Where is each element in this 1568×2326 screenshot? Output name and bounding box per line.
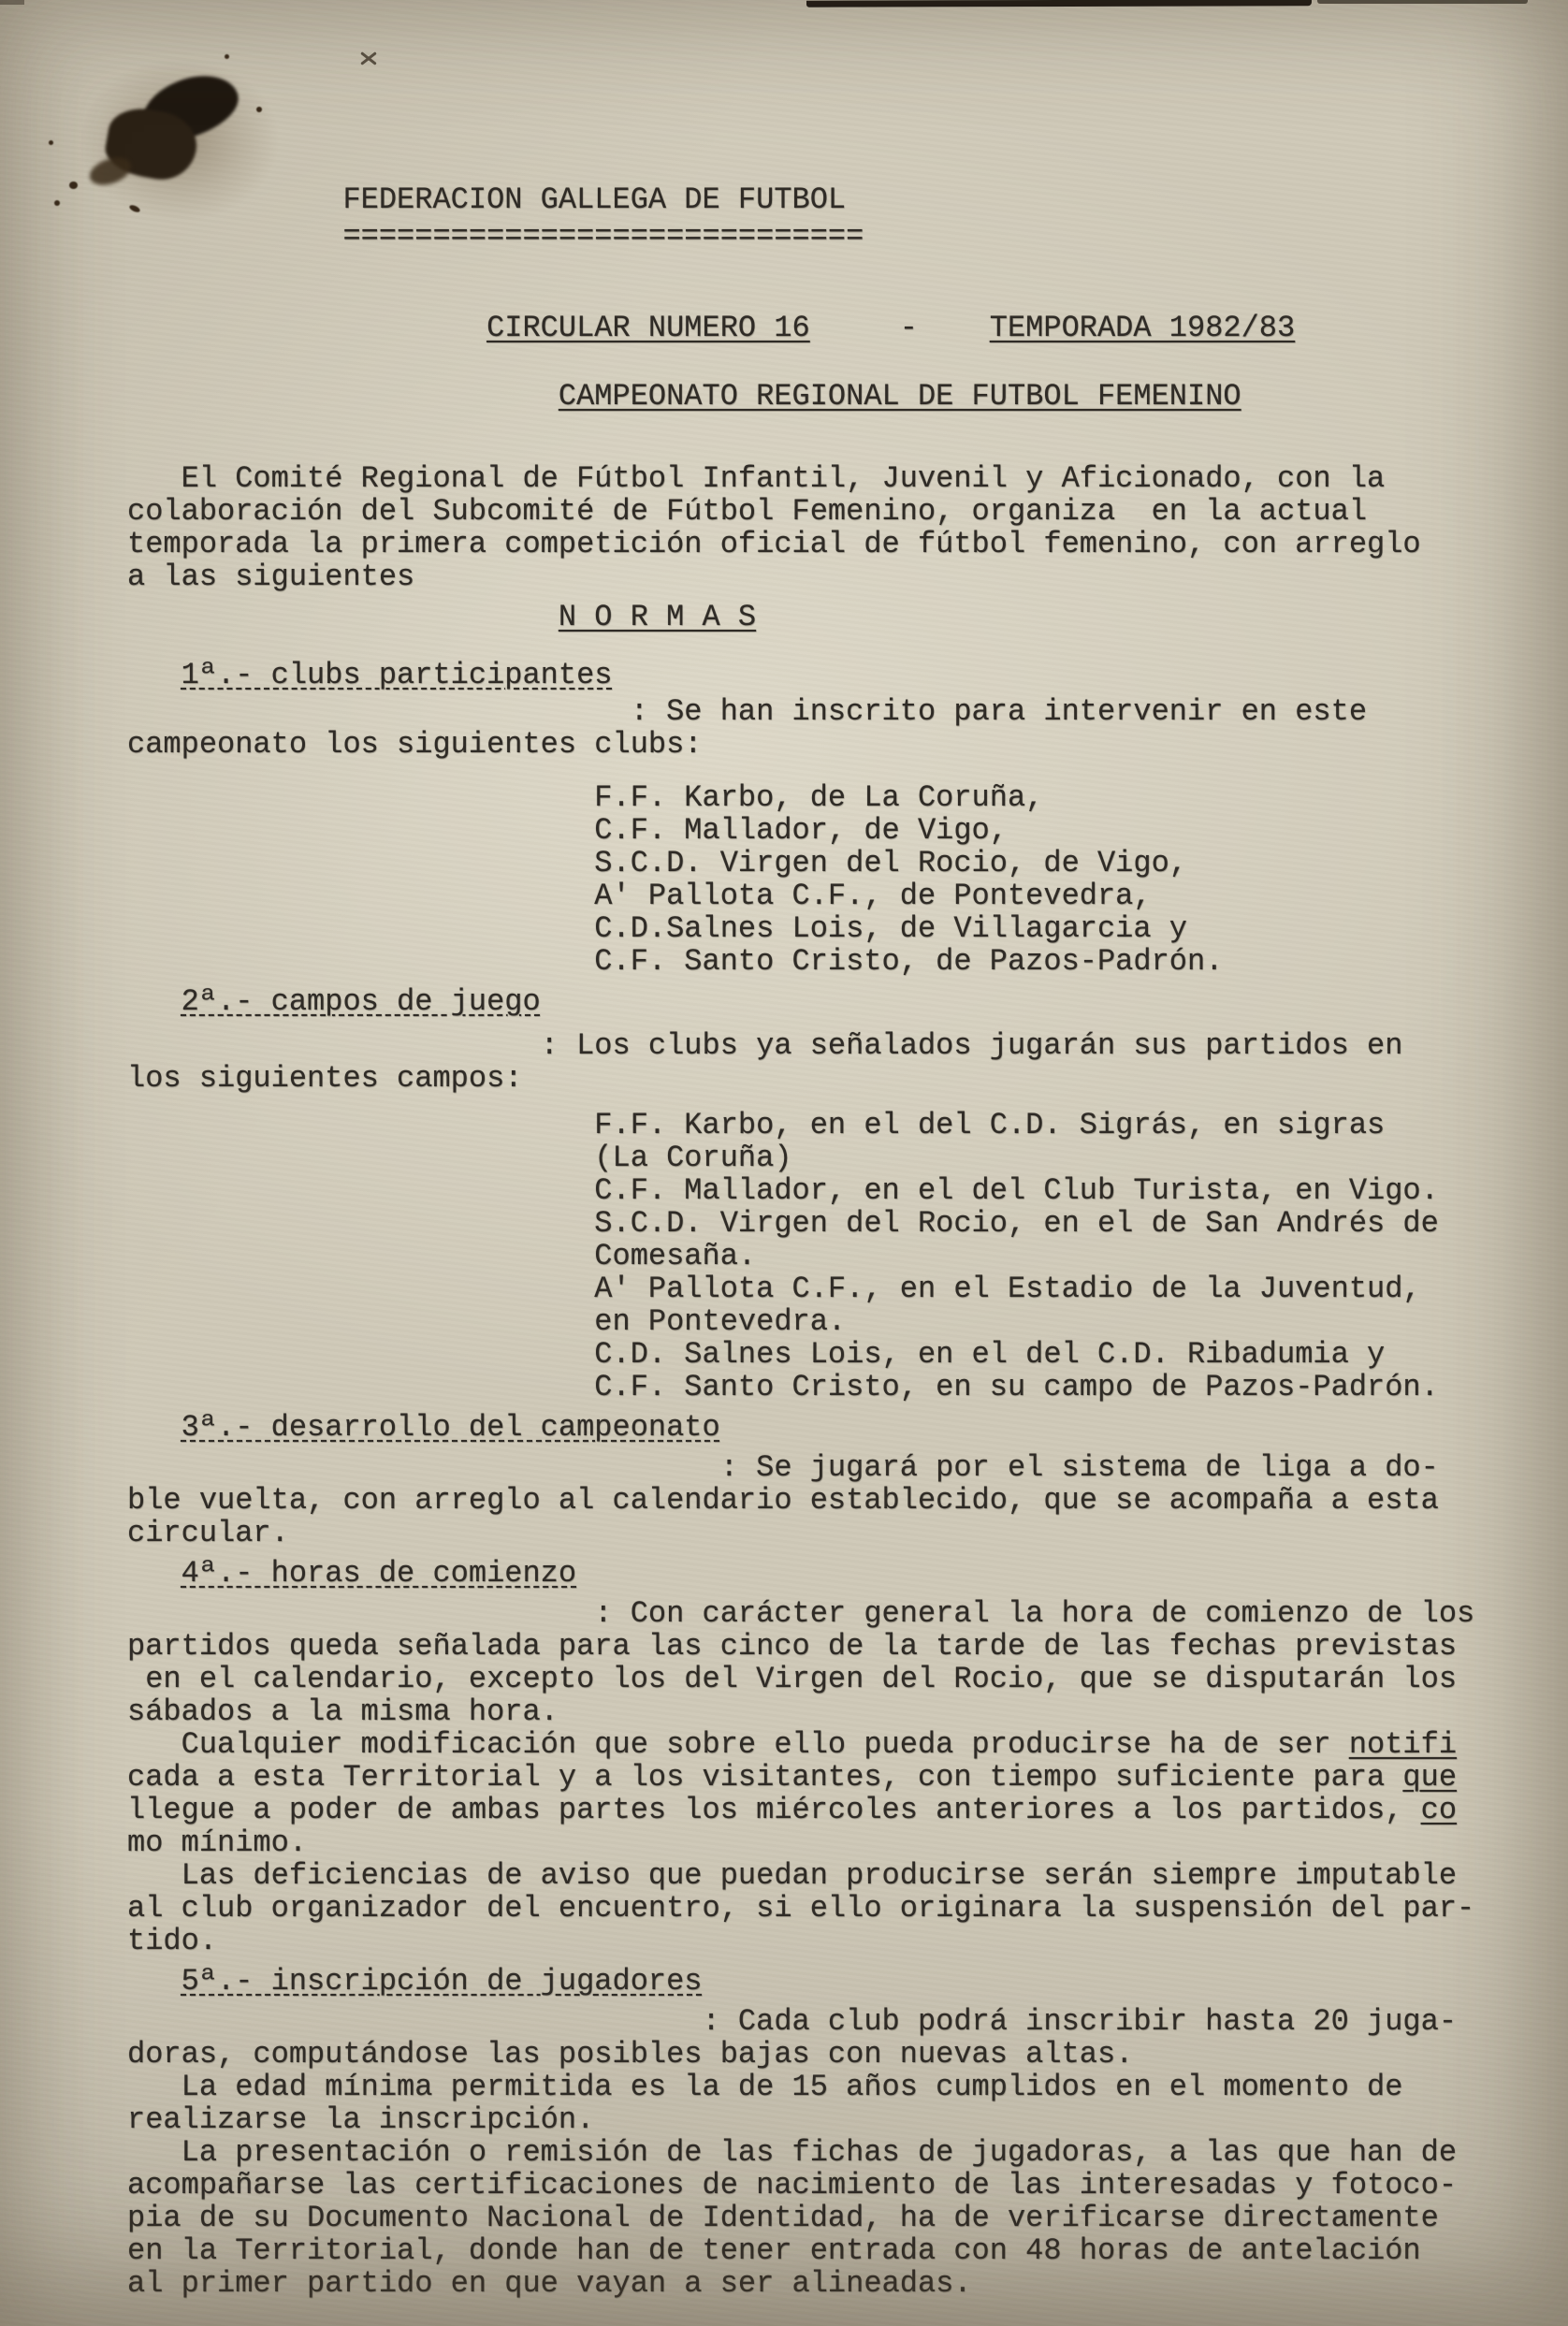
organization-name-line	[127, 183, 1540, 216]
body-text: Cualquier modificación que sobre ello pueda producirse ha de ser	[127, 1727, 1349, 1762]
underlined-word: que	[1402, 1760, 1458, 1795]
scan-edge-artifact	[0, 0, 24, 5]
section-4-body-line	[127, 1794, 1540, 1826]
section-3-heading: 3ª.- desarrollo del campeonato	[181, 1410, 720, 1445]
section-4-body-line	[127, 1695, 1540, 1728]
intro-line: a las siguientes	[127, 560, 415, 594]
venue-list-item: en Pontevedra.	[594, 1304, 847, 1339]
section-2-heading-line	[127, 985, 1540, 1018]
body-text: Las deficiencias de aviso que puedan producirse serán siempre imputable	[127, 1858, 1458, 1893]
section-4-body-line	[127, 1663, 1540, 1695]
section-5-body-line: doras, computándose las posibles bajas con nuevas altas.	[127, 2037, 1134, 2072]
section-5-lead: : Cada club podrá inscribir hasta 20 juga-	[702, 2004, 1458, 2039]
section-4-lead: : Con carácter general la hora de comienzo de los	[594, 1596, 1475, 1631]
section-4-body-line	[127, 1925, 1540, 1957]
scan-edge-artifact	[806, 0, 1312, 7]
section-5-heading: 5ª.- inscripción de jugadores	[181, 1964, 703, 1999]
normas-heading: N O R M A S	[558, 600, 757, 634]
section-3-body-line: ble vuelta, con arreglo al calendario establecido, que se acompaña a esta	[127, 1483, 1439, 1518]
ink-speck	[54, 200, 60, 206]
intro-line: colaboración del Subcomité de Fútbol Femenino, organiza en la actual	[127, 494, 1368, 529]
venue-list-item: C.F. Santo Cristo, en su campo de Pazos-Padrón.	[594, 1370, 1439, 1404]
section-5-body-line: realizarse la inscripción.	[127, 2102, 595, 2137]
section-3-heading-line	[127, 1411, 1540, 1444]
venue-list-item: C.D. Salnes Lois, en el del C.D. Ribadumia y	[594, 1337, 1386, 1372]
section-4-body-line	[127, 1892, 1540, 1925]
organization-name: FEDERACION GALLEGA DE FUTBOL	[342, 182, 847, 217]
club-list-item: C.F. Mallador, de Vigo,	[594, 813, 1008, 848]
club-list-item: F.F. Karbo, de La Coruña,	[594, 780, 1044, 815]
body-text: al club organizador del encuentro, si ello originara la suspensión del par-	[127, 1891, 1475, 1926]
normas-heading-line	[127, 601, 1540, 633]
underlined-word: co	[1420, 1793, 1458, 1827]
section-4-body-line	[127, 1630, 1540, 1663]
circular-title-line	[127, 312, 1540, 344]
ink-speck	[69, 182, 78, 189]
ink-speck	[256, 107, 262, 112]
scan-edge-artifact	[1317, 0, 1528, 4]
section-4-body-line	[127, 1761, 1540, 1794]
document-title-line	[127, 380, 1540, 413]
section-4-body-line	[127, 1859, 1540, 1892]
section-4-heading: 4ª.- horas de comienzo	[181, 1556, 577, 1591]
club-list-item: C.F. Santo Cristo, de Pazos-Padrón.	[594, 944, 1224, 979]
venue-list-item: F.F. Karbo, en el del C.D. Sigrás, en sigras	[594, 1108, 1386, 1142]
section-3-lead: : Se jugará por el sistema de liga a do-	[719, 1450, 1439, 1485]
section-2-lead-continuation: los siguientes campos:	[127, 1061, 523, 1096]
club-list-item: S.C.D. Virgen del Rocio, de Vigo,	[594, 846, 1187, 880]
section-2-heading: 2ª.- campos de juego	[181, 984, 541, 1019]
equals-underline: =============================	[342, 219, 864, 254]
section-5-body-line: en la Territorial, donde han de tener entrada con 48 horas de antelación	[127, 2233, 1421, 2268]
section-1-lead: : Se han inscrito para intervenir en este	[630, 694, 1368, 729]
section-1-heading-line	[127, 659, 1540, 691]
venue-list-item: (La Coruña)	[594, 1141, 792, 1175]
underlined-word: notifi	[1348, 1727, 1458, 1762]
section-5-body-line: al primer partido en que vayan a ser alineadas.	[127, 2266, 972, 2301]
venue-list-item: Comesaña.	[594, 1239, 757, 1273]
venue-list-item: S.C.D. Virgen del Rocio, en el de San Andrés de	[594, 1206, 1439, 1241]
section-5-body-line: pia de su Documento Nacional de Identidad, ha de verificarse directamente	[127, 2201, 1439, 2235]
section-5-body-line: La presentación o remisión de las fichas de jugadoras, a las que han de	[127, 2135, 1458, 2170]
body-text: cada a esta Territorial y a los visitantes, con tiempo suficiente para	[127, 1760, 1403, 1795]
section-4-body-line	[127, 1728, 1540, 1761]
section-5-body-line: acompañarse las certificaciones de nacimiento de las interesadas y fotoco-	[127, 2168, 1458, 2202]
venue-list-item: A' Pallota C.F., en el Estadio de la Juventud,	[594, 1272, 1421, 1306]
document-title: CAMPEONATO REGIONAL DE FUTBOL FEMENINO	[558, 379, 1241, 414]
body-text: partidos queda señalada para las cinco de la tarde de las fechas previstas	[127, 1629, 1458, 1664]
section-1-lead-continuation: campeonato los siguientes clubs:	[127, 727, 703, 762]
section-5-heading-line	[127, 1965, 1540, 1998]
body-text: mo mínimo.	[127, 1825, 308, 1860]
venue-list-item: C.F. Mallador, en el del Club Turista, en Vigo.	[594, 1173, 1439, 1208]
section-4-heading-line	[127, 1557, 1540, 1590]
club-list-item: A' Pallota C.F., de Pontevedra,	[594, 879, 1152, 913]
organization-underline-row	[127, 220, 1540, 253]
section-2-lead: : Los clubs ya señalados jugarán sus partidos en	[540, 1028, 1403, 1063]
body-text: tido.	[127, 1924, 218, 1958]
title-separator: -	[899, 311, 918, 345]
body-text: en el calendario, excepto los del Virgen del Rocio, que se disputarán los	[127, 1662, 1458, 1696]
ink-speck	[225, 54, 229, 59]
intro-line: temporada la primera competición oficial de fútbol femenino, con arreglo	[127, 527, 1421, 561]
section-4-body-line	[127, 1826, 1540, 1859]
section-5-body-line: La edad mínima permitida es la de 15 años cumplidos en el momento de	[127, 2070, 1403, 2104]
circular-number: CIRCULAR NUMERO 16	[486, 311, 810, 345]
document-content	[127, 183, 1540, 2300]
body-text: llegue a poder de ambas partes los miércoles anteriores a los partidos,	[127, 1793, 1421, 1827]
section-3-body-line: circular.	[127, 1516, 289, 1550]
club-list-item: C.D.Salnes Lois, de Villagarcia y	[594, 911, 1187, 946]
intro-line: El Comité Regional de Fútbol Infantil, Juvenil y Aficionado, con la	[127, 461, 1386, 496]
body-text: sábados a la misma hora.	[127, 1694, 559, 1729]
ink-speck	[49, 140, 53, 145]
season-label: TEMPORADA 1982/83	[989, 311, 1296, 345]
pen-x-mark	[359, 49, 378, 67]
section-1-heading: 1ª.- clubs participantes	[181, 658, 613, 692]
